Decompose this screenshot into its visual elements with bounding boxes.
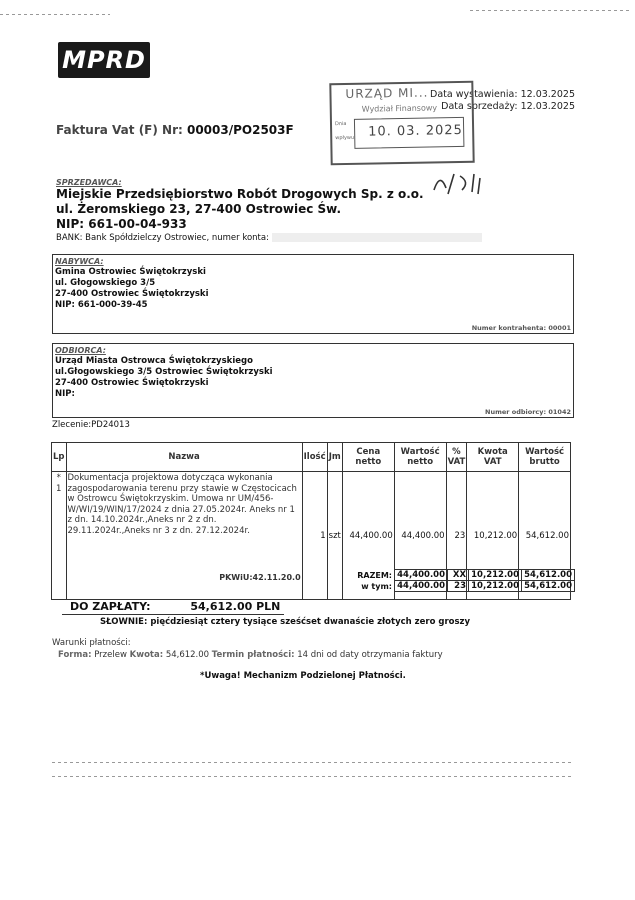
row-description-cell — [66, 472, 302, 600]
row-cena: 44,400.00 — [342, 472, 394, 600]
row-ilosc: 1 — [302, 472, 327, 600]
sale-date: 12.03.2025 — [520, 101, 575, 112]
amount-due-label: DO ZAPŁATY: — [70, 600, 151, 613]
col-kwota-vat: Kwota VAT — [467, 443, 519, 472]
received-stamp — [329, 81, 474, 166]
wtym-netto: 44,400.00 — [395, 581, 448, 592]
recipient-street: ul.Głogowskiego 3/5 Ostrowiec Świętokrzyski — [55, 367, 273, 377]
words-label: SŁOWNIE: — [100, 617, 148, 627]
invoice-title-prefix: Faktura Vat (F) Nr: — [56, 123, 183, 137]
payment-terms-label: Warunki płatności: — [52, 638, 131, 648]
payment-terms — [58, 650, 443, 660]
wtym-kwota: 10,212.00 — [469, 581, 522, 592]
razem-vat: XX — [448, 570, 469, 581]
sale-date-label: Data sprzedaży: — [441, 101, 518, 112]
row-wartosc-netto: 44,400.00 — [394, 472, 446, 600]
amount-value: 54,612.00 — [165, 650, 210, 660]
buyer-city: 27-400 Ostrowiec Świętokrzyski — [55, 289, 209, 299]
issue-date-label: Data wystawienia: — [430, 89, 518, 100]
form-label: Forma: — [58, 650, 92, 660]
row-kwota-vat: 10,212.00 — [467, 472, 519, 600]
seller-name: Miejskie Przedsiębiorstwo Robót Drogowych Sp. z o.o. — [56, 187, 424, 201]
scan-mark — [0, 14, 110, 15]
scan-mark — [52, 762, 572, 763]
buyer-label: NABYWCA: — [55, 257, 104, 266]
stamp-date: 10. 03. 2025 — [368, 122, 463, 140]
term-label: Termin płatności: — [211, 650, 295, 660]
stamp-line1: Dnia — [334, 120, 347, 128]
col-vat-pct: % VAT — [446, 443, 467, 472]
buyer-nip: NIP: 661-000-39-45 — [55, 300, 148, 310]
contractor-number: Numer kontrahenta: 00001 — [471, 324, 571, 332]
buyer-name: Gmina Ostrowiec Świętokrzyski — [55, 267, 206, 277]
stamp-dept: Wydział Finansowy — [361, 103, 438, 114]
scan-mark — [52, 776, 572, 777]
divider — [62, 614, 284, 615]
issue-date: 12.03.2025 — [520, 89, 575, 100]
order-number: Zlecenie:PD24013 — [52, 420, 130, 430]
seller-label: SPRZEDAWCA: — [56, 178, 122, 187]
table-header-row — [52, 443, 571, 472]
term-value: 14 dni od daty otrzymania faktury — [297, 650, 443, 660]
wtym-vat: 23 — [448, 581, 469, 592]
recipient-city: 27-400 Ostrowiec Świętokrzyski — [55, 378, 209, 388]
recipient-nip: NIP: — [55, 389, 75, 399]
razem-kwota: 10,212.00 — [469, 570, 522, 581]
seller-bank — [56, 233, 482, 243]
row-jm: szt — [327, 472, 342, 600]
col-lp: Lp — [52, 443, 67, 472]
amount-in-words — [100, 617, 470, 627]
seller-bank-label: BANK: Bank Spółdzielczy Ostrowiec, numer konta: — [56, 233, 269, 243]
totals-wtym-row — [340, 581, 575, 592]
row-wartosc-brutto: 54,612.00 — [519, 472, 571, 600]
col-jm: Jm — [327, 443, 342, 472]
stamp-office: URZĄD MI... — [345, 85, 429, 101]
row-star: * — [56, 473, 61, 483]
totals-table — [340, 569, 575, 592]
row-lp — [52, 472, 67, 600]
row-pkwiu: PKWiU:42.11.20.0 — [219, 573, 301, 582]
amount-due-value: 54,612.00 PLN — [190, 600, 281, 613]
wtym-label: w tym: — [361, 581, 392, 591]
row-lp-value: 1 — [56, 483, 62, 494]
col-ilosc: Ilość — [302, 443, 327, 472]
words-value: pięćdziesiąt cztery tysiące sześćset dwanaście złotych zero groszy — [150, 617, 471, 627]
account-redaction — [272, 233, 482, 242]
scan-mark — [470, 10, 630, 11]
row-vat-pct: 23 — [446, 472, 467, 600]
razem-netto: 44,400.00 — [395, 570, 448, 581]
col-wartosc-netto: Wartość netto — [394, 443, 446, 472]
amount-label: Kwota: — [129, 650, 164, 660]
col-nazwa: Nazwa — [66, 443, 302, 472]
buyer-street: ul. Głogowskiego 3/5 — [55, 278, 156, 288]
col-cena: Cena netto — [342, 443, 394, 472]
razem-brutto: 54,612.00 — [522, 570, 575, 581]
wtym-brutto: 54,612.00 — [522, 581, 575, 592]
seller-nip: NIP: 661-00-04-933 — [56, 217, 187, 231]
split-payment-note: *Uwaga! Mechanizm Podzielonej Płatności. — [200, 671, 406, 681]
totals-razem-row — [340, 570, 575, 581]
seller-address: ul. Żeromskiego 23, 27-400 Ostrowiec Św. — [56, 202, 342, 216]
row-description: Dokumentacja projektowa dotycząca wykonania zagospodarowania terenu przy stawie w Częstocicach w Ostrowcu Świętokrzyskim. Umowa nr UM/456-W/WI/19/WIN/17/2024 z dnia 27.05.2024r. Aneks nr 1 z dn. 14.10.2024r.,Aneks nr 2 z dn. 29.11.2024r.,Aneks nr 3 z dn. 27.12.2024r. — [67, 473, 297, 536]
razem-label: RAZEM: — [357, 570, 392, 580]
invoice-number: 00003/PO2503F — [186, 123, 294, 137]
amount-due — [70, 600, 280, 613]
form-value: Przelew — [94, 650, 127, 660]
buyer-box — [52, 254, 574, 334]
recipient-box — [52, 343, 574, 418]
col-wartosc-brutto: Wartość brutto — [519, 443, 571, 472]
recipient-name: Urząd Miasta Ostrowca Świętokrzyskiego — [55, 356, 253, 366]
recipient-label: ODBIORCA: — [55, 346, 106, 355]
company-logo: MPRD — [58, 42, 150, 78]
recipient-number: Numer odbiorcy: 01042 — [485, 408, 571, 416]
invoice-title — [56, 123, 294, 137]
stamp-line2: wpływu — [335, 134, 355, 142]
seller-block — [56, 178, 482, 243]
